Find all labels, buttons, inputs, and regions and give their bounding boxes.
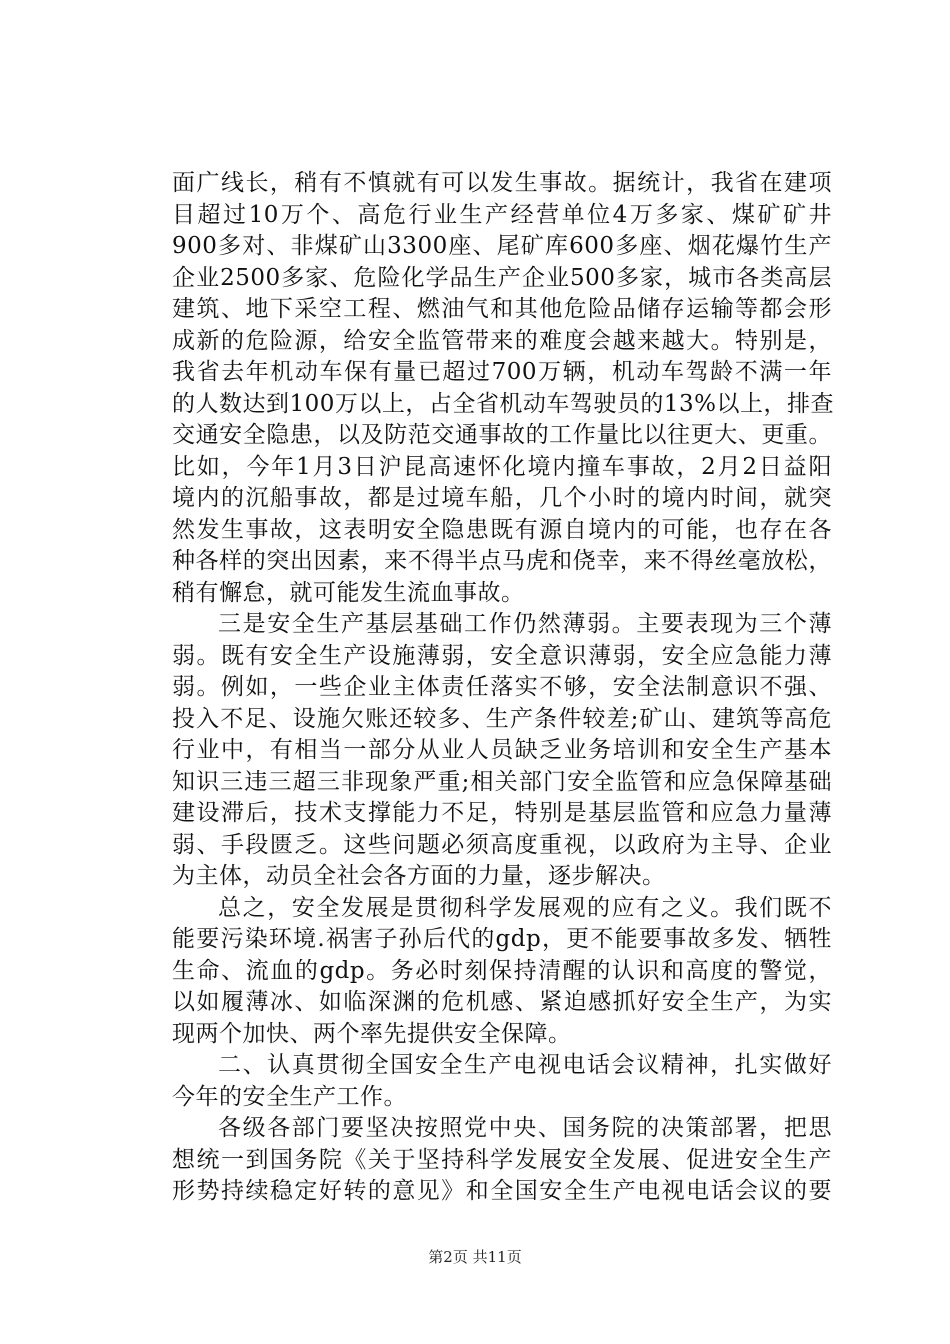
text-line: 种各样的突出因素，来不得半点马虎和侥幸，来不得丝毫放松， xyxy=(172,548,832,574)
text-line: 900多对、非煤矿山3300座、尾矿库600多座、烟花爆竹生产 xyxy=(172,233,832,259)
text-line: 比如，今年1月3日沪昆高速怀化境内撞车事故，2月2日益阳 xyxy=(172,453,832,480)
text-line: 我省去年机动车保有量已超过700万辆，机动车驾龄不满一年 xyxy=(172,359,832,385)
text-line: 然发生事故，这表明安全隐患既有源自境内的可能，也存在各 xyxy=(172,516,832,543)
text-line: 想统一到国务院《关于坚持科学发展安全发展、促进安全生产 xyxy=(172,1146,832,1173)
text-line: 弱、手段匮乏。这些问题必须高度重视，以政府为主导、企业 xyxy=(172,831,832,858)
text-line: 境内的沉船事故，都是过境车船，几个小时的境内时间，就突 xyxy=(172,485,832,511)
document-body xyxy=(172,168,835,1208)
text-line: 现两个加快、两个率先提供安全保障。 xyxy=(172,1020,572,1047)
paragraph-start-line: 各级各部门要坚决按照党中央、国务院的决策部署，把思 xyxy=(218,1115,832,1141)
text-line: 建设滞后，技术支撑能力不足，特别是基层监管和应急力量薄 xyxy=(172,800,832,826)
text-line: 的人数达到100万以上，占全省机动车驾驶员的13%以上，排查 xyxy=(172,390,835,417)
page-number-footer: 第2页 共11页 xyxy=(428,1248,522,1266)
text-line: 成新的危险源，给安全监管带来的难度会越来越大。特别是， xyxy=(172,327,832,354)
text-line: 企业2500多家、危险化学品生产企业500多家，城市各类高层 xyxy=(172,264,832,291)
text-line: 弱。例如，一些企业主体责任落实不够，安全法制意识不强、 xyxy=(172,674,832,700)
text-line: 建筑、地下采空工程、燃油气和其他危险品储存运输等都会形 xyxy=(172,296,832,322)
text-line: 目超过10万个、高危行业生产经营单位4万多家、煤矿矿井 xyxy=(172,201,832,228)
text-line: 弱。既有安全生产设施薄弱，安全意识薄弱，安全应急能力薄 xyxy=(172,642,832,669)
text-line: 交通安全隐患，以及防范交通事故的工作量比以往更大、更重。 xyxy=(172,422,832,448)
text-line: 面广线长，稍有不慎就有可以发生事故。据统计，我省在建项 xyxy=(172,170,832,196)
section-heading-line: 今年的安全生产工作。 xyxy=(172,1083,407,1110)
text-line: 形势持续稳定好转的意见》和全国安全生产电视电话会议的要 xyxy=(172,1178,832,1204)
section-heading-line: 二、认真贯彻全国安全生产电视电话会议精神，扎实做好 xyxy=(218,1052,832,1078)
paragraph-start-line: 三是安全生产基层基础工作仍然薄弱。主要表现为三个薄 xyxy=(218,611,832,637)
text-line: 以如履薄冰、如临深渊的危机感、紧迫感抓好安全生产，为实 xyxy=(172,989,832,1015)
text-line: 能要污染环境.祸害子孙后代的gdp，更不能要事故多发、牺牲 xyxy=(172,926,832,952)
text-line: 为主体，动员全社会各方面的力量，逐步解决。 xyxy=(172,863,666,889)
text-line: 投入不足、设施欠账还较多、生产条件较差;矿山、建筑等高危 xyxy=(172,705,832,732)
text-line: 稍有懈怠，就可能发生流血事故。 xyxy=(172,579,525,606)
text-line: 知识三违三超三非现象严重;相关部门安全监管和应急保障基础 xyxy=(172,768,832,795)
text-line: 行业中，有相当一部分从业人员缺乏业务培训和安全生产基本 xyxy=(172,737,832,763)
paragraph-start-line: 总之，安全发展是贯彻科学发展观的应有之义。我们既不 xyxy=(218,894,832,921)
text-line: 生命、流血的gdp。务必时刻保持清醒的认识和高度的警觉， xyxy=(172,957,832,984)
